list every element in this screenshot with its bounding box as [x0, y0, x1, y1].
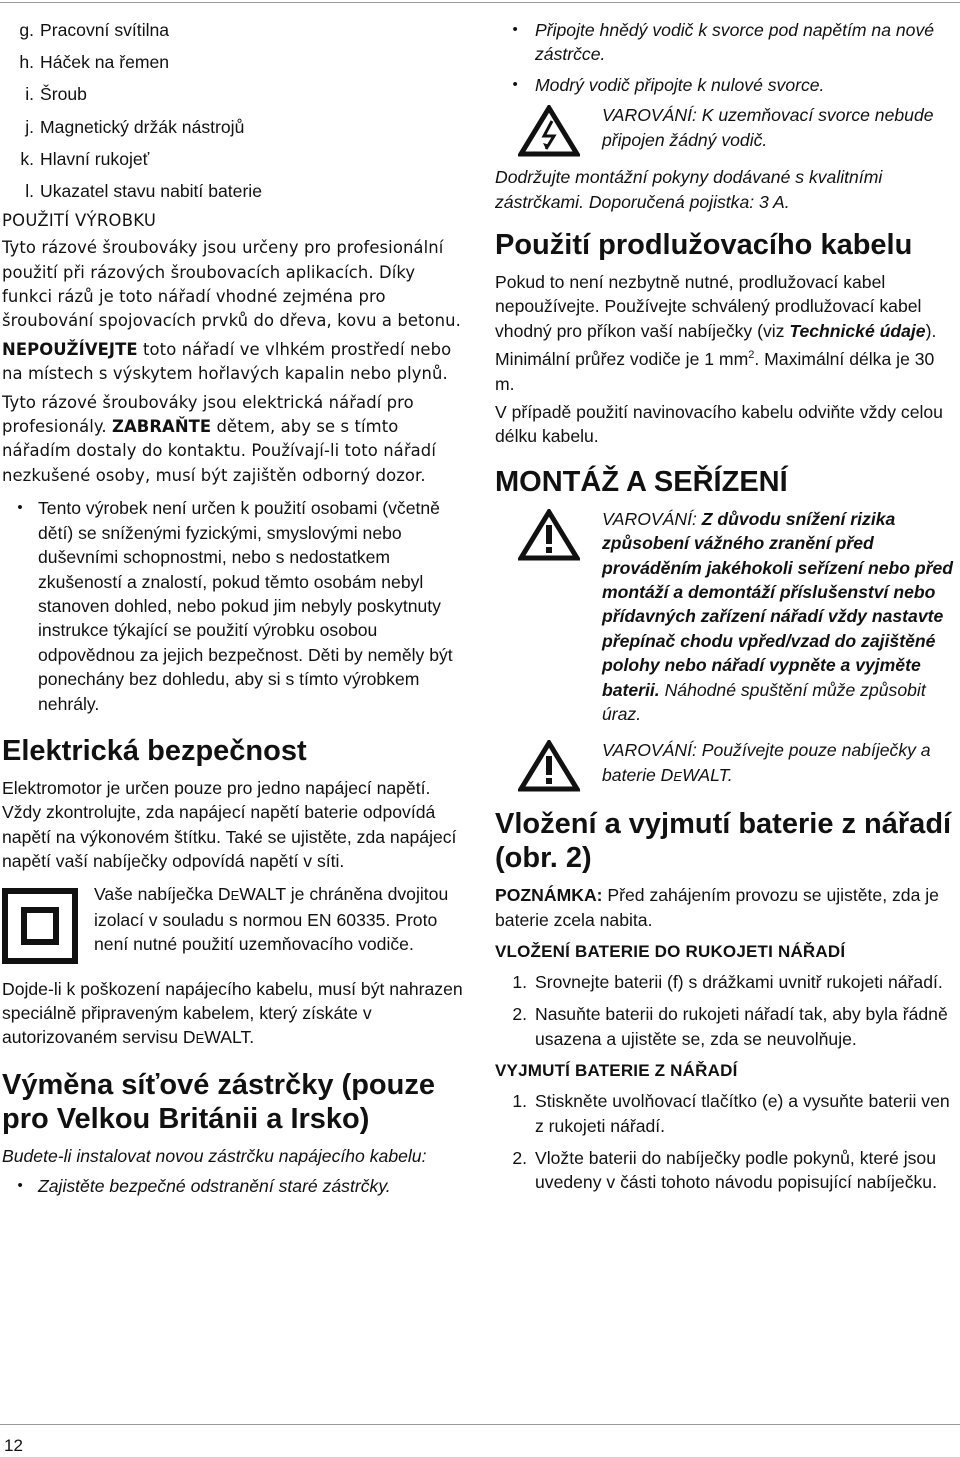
extension-paragraph-1: Pokud to není nezbytně nutné, prodlužovací kabel nepoužívejte. Používejte schválený prodlužovací kabel vhodný pro příkon vaší nabíječky (viz Technické údaje). Minimální průřez vodiče je 1 $mm^2$. Maximální délka je 30 m. — [495, 272, 937, 394]
component-list — [2, 18, 470, 203]
remove-steps — [495, 1089, 957, 1195]
extension-paragraph-2: V případě použití navinovacího kabelu odviňte vždy celou délku kabelu. — [495, 401, 943, 447]
list-item: 2. Vložte baterii do nabíječky podle pokynů, které jsou uvedeny v části tohoto návodu popisující nabíječku. — [512, 1148, 937, 1193]
list-item: 1. Srovnejte baterii (f) s drážkami uvnitř rukojeti nářadí. — [512, 972, 943, 993]
list-item: l. Ukazatel stavu nabití baterie — [25, 181, 263, 202]
use-paragraph-3: Tyto rázové šroubováky jsou elektrická nářadí pro profesionály. ZABRAŇTE dětem, aby se s tímto nářadím dostaly do kontaktu. Používají-li toto nářadí nezkušené osoby, musí být zajištěn odborný dozor. — [2, 392, 436, 485]
battery-note: POZNÁMKA: Před zahájením provozu se ujistěte, zda je baterie zcela nabita. — [495, 885, 939, 930]
list-item: 1. Stiskněte uvolňovací tlačítko (e) a vysuňte baterii ven z rukojeti nářadí. — [512, 1091, 950, 1136]
double-insulation-note — [2, 882, 470, 969]
list-item: k. Hlavní rukojeť — [20, 148, 150, 169]
plug-bullets-left — [2, 1174, 470, 1198]
use-heading: POUŽITÍ VÝROBKU — [2, 211, 157, 231]
list-item: g. Pracovní svítilna — [19, 20, 170, 40]
plug-intro: Budete-li instalovat novou zástrčku napájecího kabelu: — [2, 1145, 427, 1166]
use-bullets — [2, 496, 470, 716]
list-item: • Modrý vodič připojte k nulové svorce. — [512, 74, 825, 95]
left-column — [2, 18, 470, 1205]
right-column — [495, 18, 957, 1203]
warning-adjustment — [495, 507, 957, 731]
warning-earth — [495, 103, 957, 157]
warning-icon — [495, 738, 602, 793]
list-item: 2. Nasuňte baterii do rukojeti nářadí tak, aby byla řádně usazena a ujistěte se, zda se neuvolňuje. — [512, 1004, 948, 1049]
plug-bullets-right — [495, 18, 957, 97]
plug-replacement-heading: Výměna síťové zástrčky (pouze pro Velkou Británii a Irsko) — [2, 1068, 435, 1135]
list-item: • Tento výrobek není určen k použití osobami (včetně dětí) se sníženými fyzickými, smyslovými nebo duševními schopnostmi, nebo s nedostatkem zkušeností a znalostí, pokud těmto osobám nebyl stanoven dohled, nebo pokud jim nebyly poskytnuty instrukce týkající se použití výrobku osobou odpovědnou za jejich bezpečnost. Děti by neměly být ponechány bez dohledu, aby si s tímto výrobkem nehrály. — [17, 498, 453, 714]
electrical-paragraph-2: Dojde-li k poškození napájecího kabelu, musí být nahrazen speciálně připraveným kabelem, který získáte v autorizovaném servisu DEWALT. — [2, 978, 463, 1048]
insert-steps — [495, 970, 957, 1051]
electrical-paragraph-1: Elektromotor je určen pouze pro jedno napájecí napětí. Vždy zkontrolujte, zda napájecí napětí baterie odpovídá napětí na výkonovém štítku. Také se ujistěte, zda napájecí napětí vaší nabíječky odpovídá napětí v síti. — [2, 777, 457, 872]
bottom-rule — [0, 1424, 960, 1425]
warning-chargers — [495, 738, 957, 793]
list-item: i. Šroub — [25, 84, 87, 105]
double-insulation-icon — [2, 882, 94, 969]
assembly-heading: MONTÁŽ A SEŘÍZENÍ — [495, 465, 788, 498]
electrical-safety-heading: Elektrická bezpečnost — [2, 734, 307, 767]
warning-chargers-text: VAROVÁNÍ: Používejte pouze nabíječky a baterie DEWALT. — [602, 740, 931, 785]
warning-icon — [495, 507, 602, 731]
plug-note: Dodržujte montážní pokyny dodávané s kvalitními zástrčkami. Doporučená pojistka: 3 A. — [495, 167, 883, 212]
list-item: h. Háček na řemen — [19, 52, 170, 73]
insert-battery-heading: VLOŽENÍ BATERIE DO RUKOJETI NÁŘADÍ — [495, 942, 846, 962]
battery-heading: Vložení a vyjmutí baterie z nářadí (obr. 2) — [495, 808, 952, 875]
remove-battery-heading: VYJMUTÍ BATERIE Z NÁŘADÍ — [495, 1061, 738, 1081]
use-paragraph-2: NEPOUŽÍVEJTE toto nářadí ve vlhkém prostředí nebo na místech s výskytem hořlavých kapalin nebo plynů. — [2, 339, 452, 384]
extension-cord-heading: Použití prodlužovacího kabelu — [495, 229, 913, 262]
top-rule — [0, 2, 960, 3]
page-number: 12 — [4, 1436, 23, 1455]
warning-earth-text: VAROVÁNÍ: K uzemňovací svorce nebude připojen žádný vodič. — [602, 105, 934, 150]
electric-hazard-icon — [495, 103, 602, 157]
use-paragraph-1: Tyto rázové šroubováky jsou určeny pro profesionální použití při rázových šroubovacích aplikacích. Díky funkci rázů je toto nářadí vhodné zejména pro šroubování spojovacích prvků do dřeva, kovu a betonu. — [2, 238, 461, 331]
double-insulation-text: Vaše nabíječka DEWALT je chráněna dvojitou izolací v souladu s normou EN 60335. Proto není nutné použití uzemňovacího vodiče. — [94, 883, 449, 955]
warning-adjustment-text: VAROVÁNÍ: Z důvodu snížení rizika způsobení vážného zranění před prováděním jakéhokoli seřízení nebo před montáží a demontáží příslušenství nebo přídavných zařízení nářadí vždy nastavte přepínač chodu vpřed/vzad do zajištěné polohy nebo nářadí vypněte a vyjměte baterii. Náhodné spuštění může způsobit úraz. — [602, 508, 953, 724]
list-item: • Připojte hnědý vodič k svorce pod napětím na nové zástrčce. — [512, 20, 935, 65]
list-item: j. Magnetický držák nástrojů — [25, 116, 245, 137]
list-item: • Zajistěte bezpečné odstranění staré zástrčky. — [17, 1176, 391, 1197]
